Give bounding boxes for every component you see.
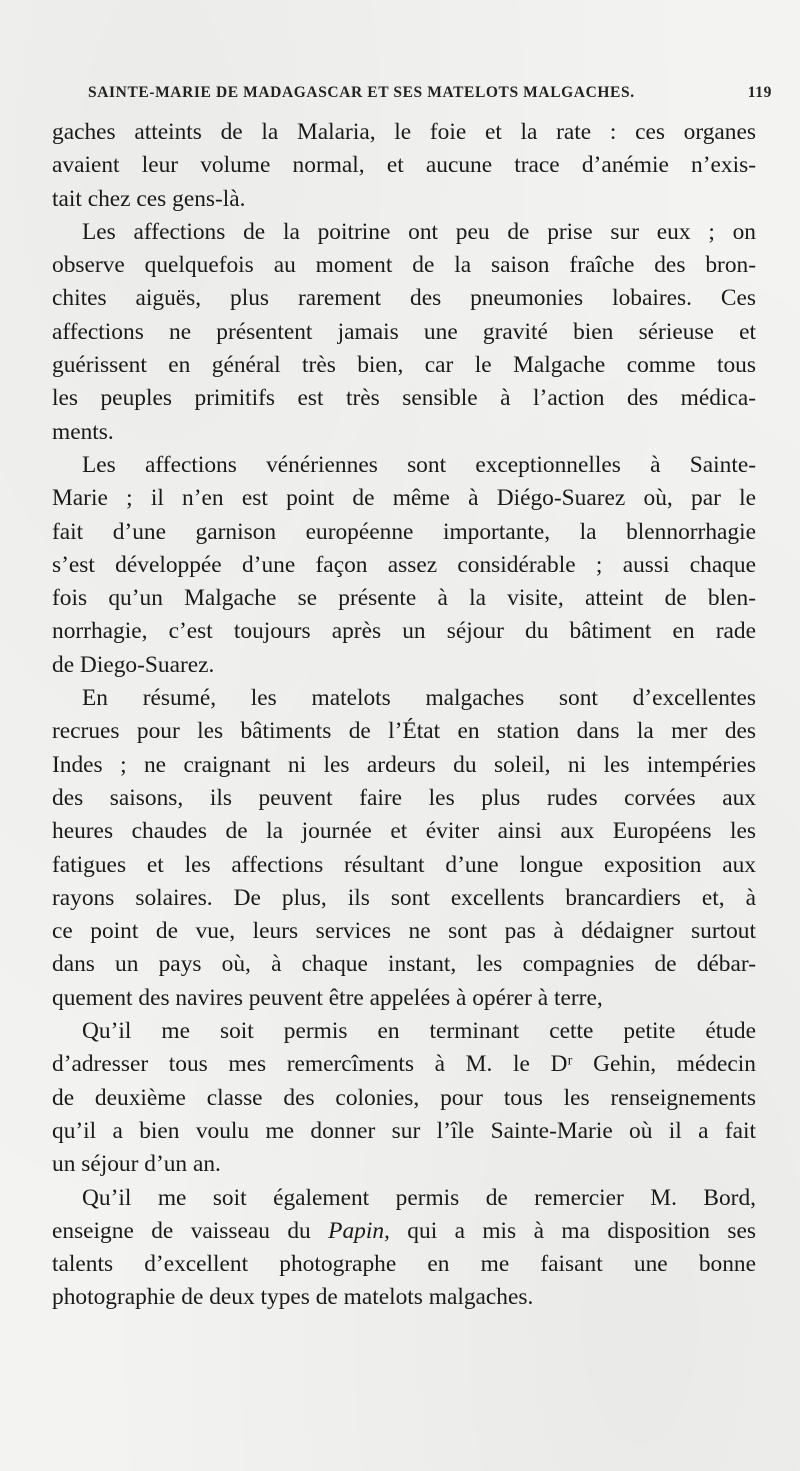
paragraph-2 xyxy=(52,216,756,449)
text-line: fois qu’un Malgache se présente à la visite, atteint de blen- xyxy=(52,585,756,612)
text-line: Marie ; il n’en est point de même à Diégo-Suarez où, par le xyxy=(52,485,756,512)
text-line: observe quelquefois au moment de la saison fraîche des bron- xyxy=(52,252,756,279)
text-line: dans un pays où, à chaque instant, les compagnies de débar- xyxy=(52,951,756,978)
text-line: fait d’une garnison européenne importante, la blennorrhagie xyxy=(52,518,756,545)
text-line: norrhagie, c’est toujours après un séjour du bâtiment en rade xyxy=(52,618,756,645)
page-number: 119 xyxy=(747,84,772,101)
text-line: Les affections de la poitrine ont peu de prise sur eux ; on xyxy=(82,218,756,245)
text-line: rayons solaires. De plus, ils sont excellents brancardiers et, à xyxy=(52,884,756,911)
text-line: recrues pour les bâtiments de l’État en station dans la mer des xyxy=(52,718,756,745)
ship-name: Papin, xyxy=(328,1217,390,1244)
text-line: de deuxième classe des colonies, pour tous les renseignements xyxy=(52,1084,756,1111)
text-segment: enseigne de vaisseau du xyxy=(52,1217,311,1244)
text-line: En résumé, les matelots malgaches sont d’excellentes xyxy=(82,685,756,712)
paragraph-3 xyxy=(52,449,756,682)
text-line: quement des navires peuvent être appelées à opérer à terre, xyxy=(52,984,603,1011)
text-line: de Diego-Suarez. xyxy=(52,651,215,678)
text-line: chites aiguës, plus rarement des pneumonies lobaires. Ces xyxy=(52,285,756,312)
paragraph-5 xyxy=(52,1015,756,1181)
text-line: heures chaudes de la journée et éviter ainsi aux Européens les xyxy=(52,818,756,845)
text-line: des saisons, ils peuvent faire les plus rudes corvées aux xyxy=(52,784,756,811)
text-line xyxy=(52,1215,756,1248)
text-line: Indes ; ne craignant ni les ardeurs du soleil, ni les intempéries xyxy=(52,751,756,778)
paragraph-1 xyxy=(52,116,756,216)
text-line: qu’il a bien voulu me donner sur l’île Sainte-Marie où il a fait xyxy=(52,1117,756,1144)
text-line: d’adresser tous mes remercîments à M. le Dʳ Gehin, médecin xyxy=(52,1051,756,1078)
running-head xyxy=(88,84,772,110)
text-line: gaches atteints de la Malaria, le foie et la rate : ces organes xyxy=(52,119,756,145)
text-line: photographie de deux types de matelots malgaches. xyxy=(52,1284,534,1311)
text-line: ments. xyxy=(52,418,114,445)
text-line: talents d’excellent photographe en me faisant une bonne xyxy=(52,1251,756,1278)
text-line: les peuples primitifs est très sensible à l’action des médica- xyxy=(52,385,756,412)
text-line: Les affections vénériennes sont exceptionnelles à Sainte- xyxy=(82,451,756,478)
body-text xyxy=(52,116,756,1315)
paragraph-6 xyxy=(52,1182,756,1315)
text-line: avaient leur volume normal, et aucune trace d’anémie n’exis- xyxy=(52,152,756,179)
text-line: ce point de vue, leurs services ne sont pas à dédaigner surtout xyxy=(52,918,756,945)
text-line: s’est développée d’une façon assez considérable ; aussi chaque xyxy=(52,551,756,578)
text-line: guérissent en général très bien, car le Malgache comme tous xyxy=(52,352,756,379)
text-line: Qu’il me soit également permis de remercier M. Bord, xyxy=(82,1184,756,1211)
text-line: affections ne présentent jamais une gravité bien sérieuse et xyxy=(52,318,756,345)
text-line: un séjour d’un an. xyxy=(52,1151,221,1178)
text-line: fatigues et les affections résultant d’une longue exposition aux xyxy=(52,851,756,878)
running-title: SAINTE-MARIE DE MADAGASCAR ET SES MATELOTS MALGACHES. xyxy=(88,84,635,101)
text-line: tait chez ces gens-là. xyxy=(52,185,246,212)
text-segment: qui a mis à ma disposition ses xyxy=(407,1217,756,1244)
text-line: Qu’il me soit permis en terminant cette petite étude xyxy=(82,1018,756,1045)
paragraph-4 xyxy=(52,682,756,1015)
